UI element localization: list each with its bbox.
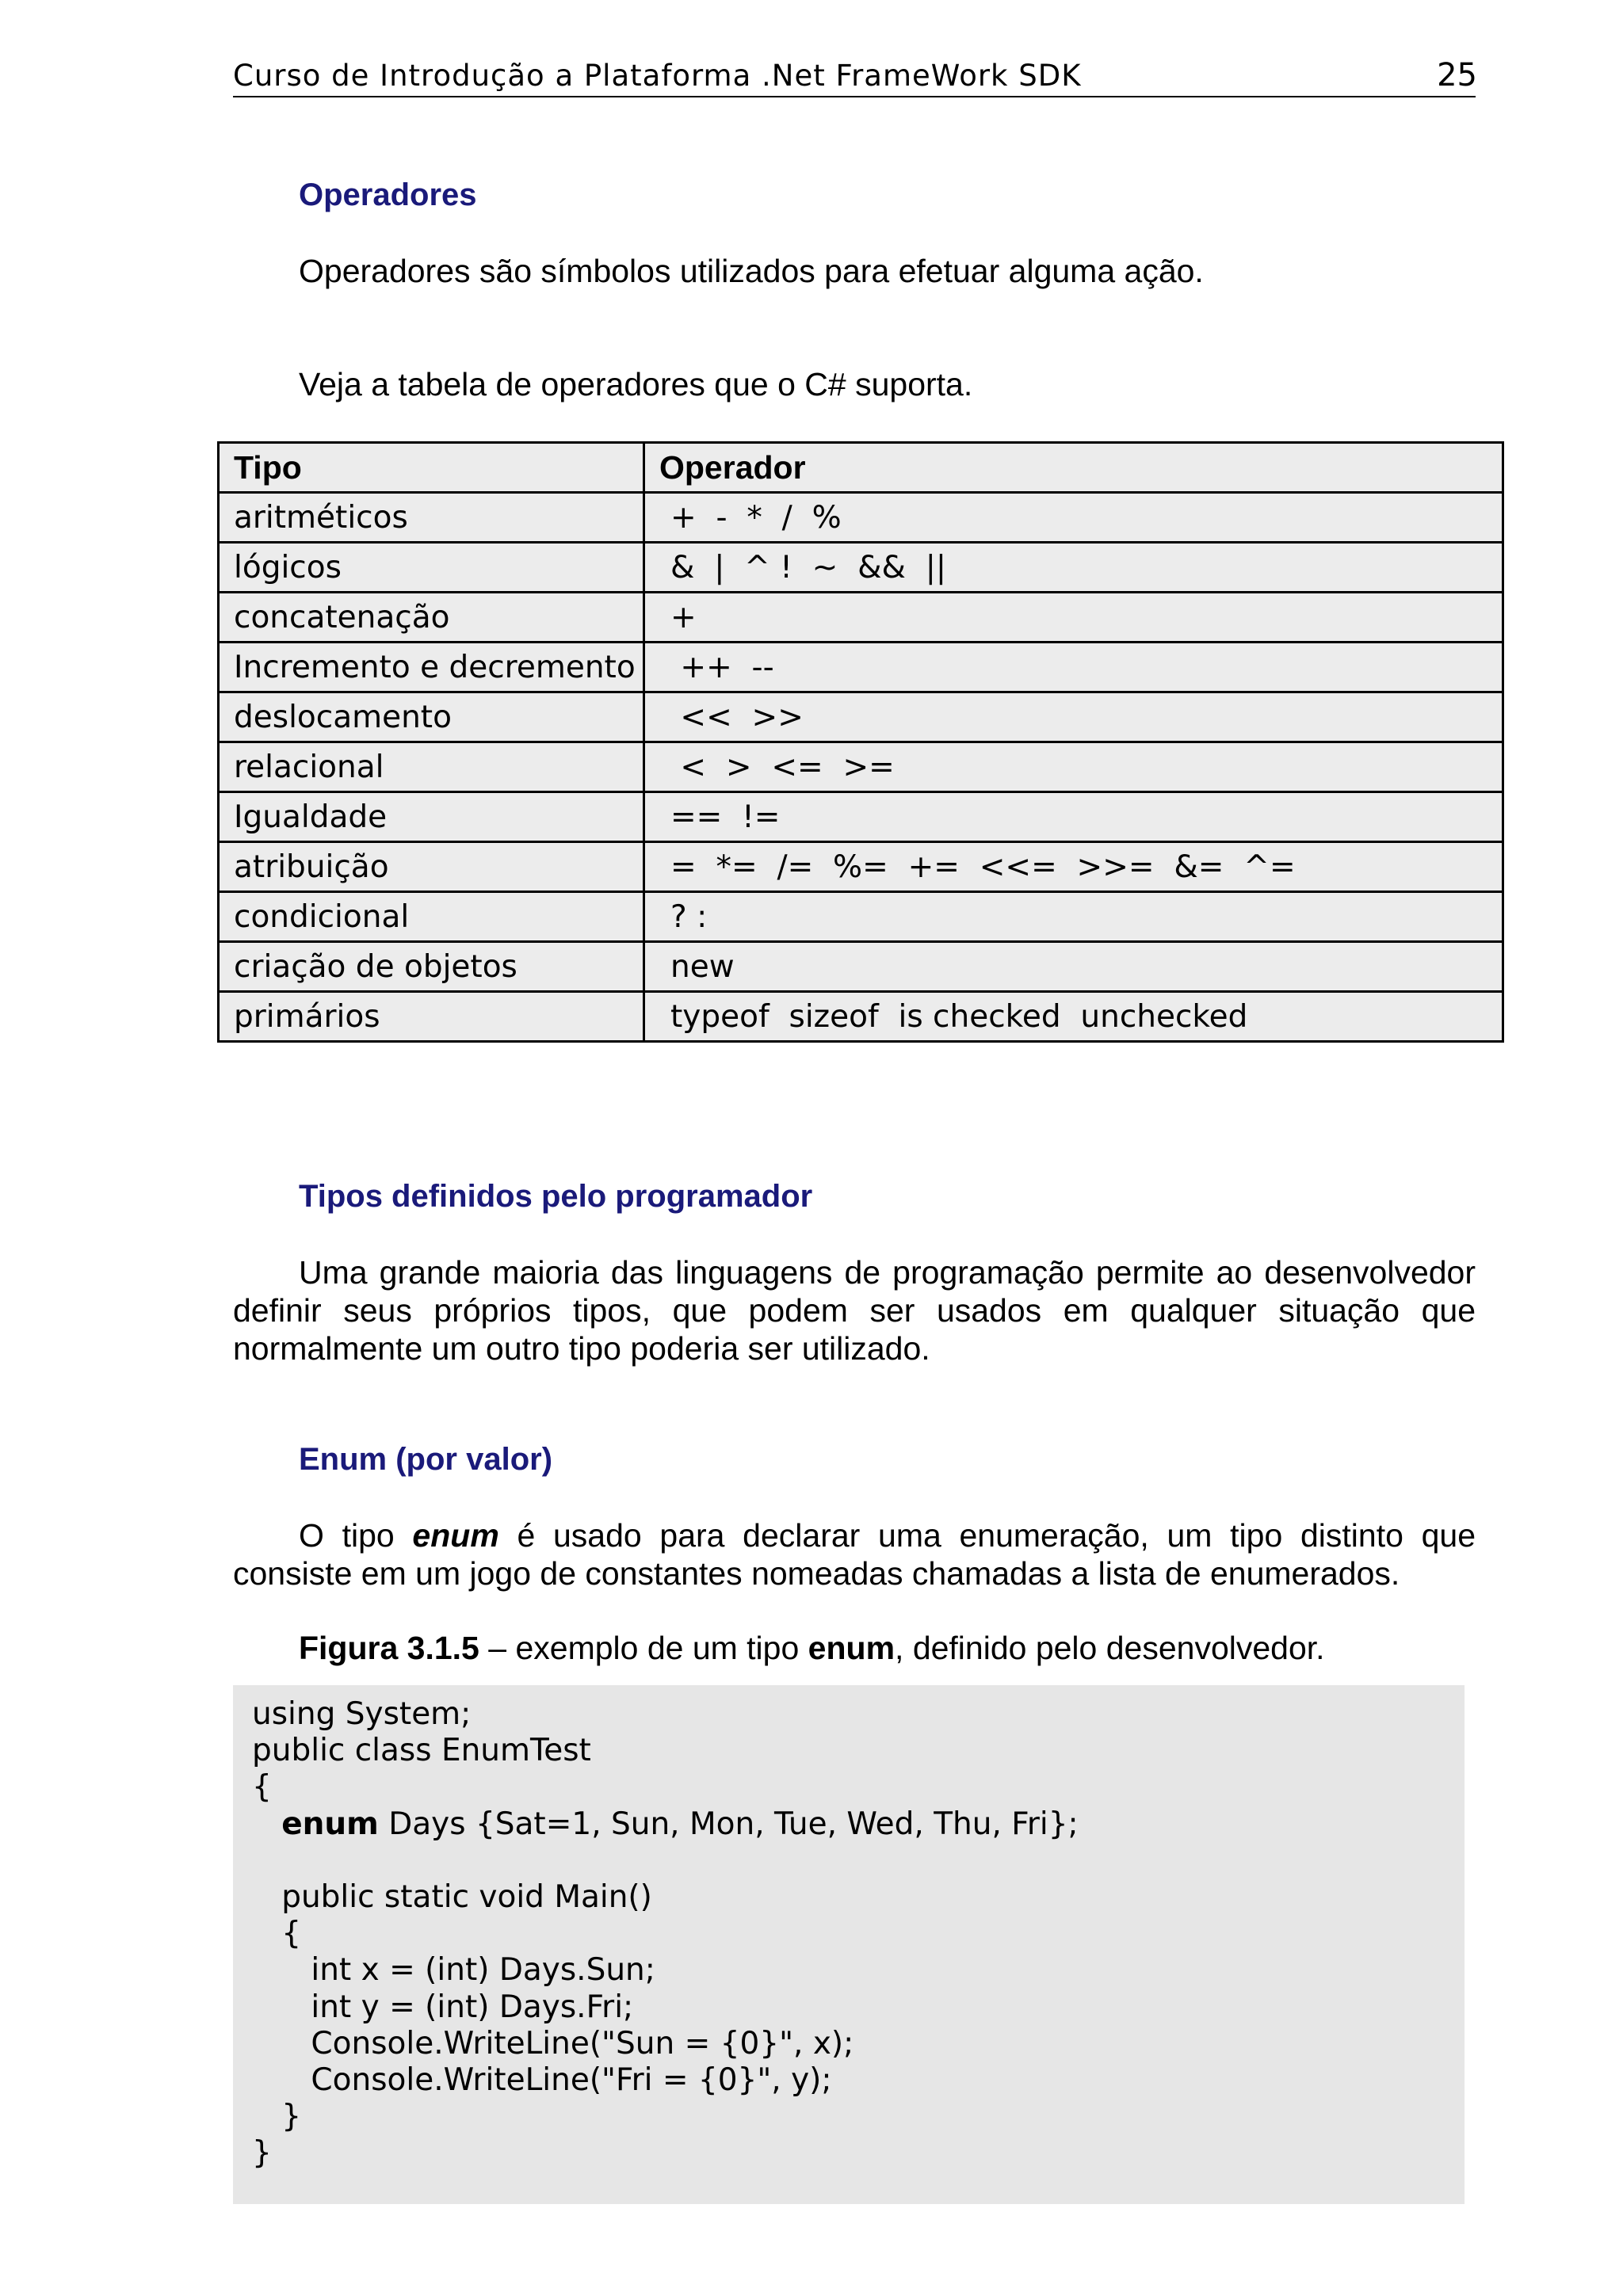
code-indent — [252, 1806, 281, 1842]
table-row — [219, 792, 1503, 842]
table-row — [219, 892, 1503, 942]
table-row — [219, 992, 1503, 1042]
text-run: , definido pelo desenvolvedor. — [895, 1630, 1325, 1666]
operators-table-intro: Veja a tabela de operadores que o C# suporta. — [299, 366, 973, 402]
code-keyword-enum: enum — [281, 1806, 379, 1842]
table-cell-tipo: criação de objetos — [219, 942, 644, 992]
table-cell-tipo: condicional — [219, 892, 644, 942]
heading-tipos-definidos: Tipos definidos pelo programador — [299, 1179, 813, 1214]
table-header-row — [219, 443, 1503, 493]
operators-table — [217, 441, 1504, 1043]
table-row — [219, 942, 1503, 992]
table-cell-tipo: atribuição — [219, 842, 644, 892]
code-line: } — [252, 2135, 272, 2172]
paragraph-line: Uma grande maioria das linguagens de programação permite ao desenvolvedor — [299, 1254, 1476, 1291]
code-line: using System; — [252, 1696, 472, 1732]
table-cell-tipo: lógicos — [219, 543, 644, 593]
code-line: Days {Sat=1, Sun, Mon, Tue, Wed, Thu, Fri}; — [378, 1806, 1079, 1842]
paragraph-line: normalmente um outro tipo poderia ser utilizado. — [233, 1330, 930, 1367]
table-cell-tipo: aritméticos — [219, 493, 644, 543]
table-cell-tipo: concatenação — [219, 593, 644, 643]
code-line: { — [252, 1769, 272, 1806]
code-line: int y = (int) Days.Fri; — [252, 1989, 634, 2025]
operators-intro: Operadores são símbolos utilizados para efetuar alguma ação. — [299, 253, 1204, 289]
table-row — [219, 643, 1503, 692]
table-cell-operador: + - * / % — [644, 493, 1503, 543]
code-line: { — [252, 1916, 302, 1952]
table-header-operador: Operador — [644, 443, 1503, 493]
text-run: – exemplo de um tipo — [479, 1630, 808, 1666]
table-header-tipo: Tipo — [219, 443, 644, 493]
figure-label: Figura 3.1.5 — [299, 1630, 479, 1666]
code-line: Console.WriteLine("Sun = {0}", x); — [252, 2025, 854, 2061]
table-row — [219, 742, 1503, 792]
paragraph-line — [233, 1516, 1476, 1554]
table-cell-tipo: relacional — [219, 742, 644, 792]
table-row — [219, 842, 1503, 892]
user-types-paragraph — [233, 1253, 1476, 1367]
figure-keyword: enum — [808, 1630, 896, 1666]
table-cell-tipo: deslocamento — [219, 692, 644, 742]
table-cell-operador: typeof sizeof is checked unchecked — [644, 992, 1503, 1042]
table-cell-operador: ++ -- — [644, 643, 1503, 692]
table-cell-operador: == != — [644, 792, 1503, 842]
table-row — [219, 493, 1503, 543]
table-cell-operador: << >> — [644, 692, 1503, 742]
table-cell-tipo: primários — [219, 992, 644, 1042]
code-block — [252, 1696, 1079, 2172]
figure-caption — [299, 1629, 1325, 1667]
table-cell-operador: < > <= >= — [644, 742, 1503, 792]
enum-paragraph — [233, 1516, 1476, 1592]
table-cell-operador: + — [644, 593, 1503, 643]
table-cell-tipo: Incremento e decremento — [219, 643, 644, 692]
table-row — [219, 593, 1503, 643]
code-line: } — [252, 2099, 302, 2135]
table-cell-operador: = *= /= %= += <<= >>= &= ^= — [644, 842, 1503, 892]
code-line: public class EnumTest — [252, 1733, 591, 1769]
paragraph-line: consiste em um jogo de constantes nomeadas chamadas a lista de enumerados. — [233, 1555, 1400, 1592]
code-line: Console.WriteLine("Fri = {0}", y); — [252, 2062, 832, 2099]
table-row — [219, 692, 1503, 742]
paragraph-line: definir seus próprios tipos, que podem ser usados em qualquer situação que — [233, 1292, 1476, 1329]
table-row — [219, 543, 1503, 593]
code-line: int x = (int) Days.Sun; — [252, 1952, 655, 1989]
code-line: public static void Main() — [252, 1879, 652, 1916]
heading-operadores: Operadores — [299, 177, 477, 212]
table-cell-tipo: Igualdade — [219, 792, 644, 842]
text-run: é usado para declarar uma enumeração, um tipo distinto que — [498, 1517, 1476, 1554]
running-header-title: Curso de Introdução a Plataforma .Net FrameWork SDK — [233, 59, 1082, 93]
code-listing — [233, 1685, 1465, 2204]
heading-enum: Enum (por valor) — [299, 1442, 553, 1477]
table-cell-operador: & | ^ ! ~ && || — [644, 543, 1503, 593]
page-number: 25 — [1437, 57, 1477, 93]
enum-keyword: enum — [412, 1517, 499, 1554]
header-rule — [233, 96, 1476, 97]
text-run: O tipo — [299, 1517, 413, 1554]
table-cell-operador: ? : — [644, 892, 1503, 942]
table-cell-operador: new — [644, 942, 1503, 992]
